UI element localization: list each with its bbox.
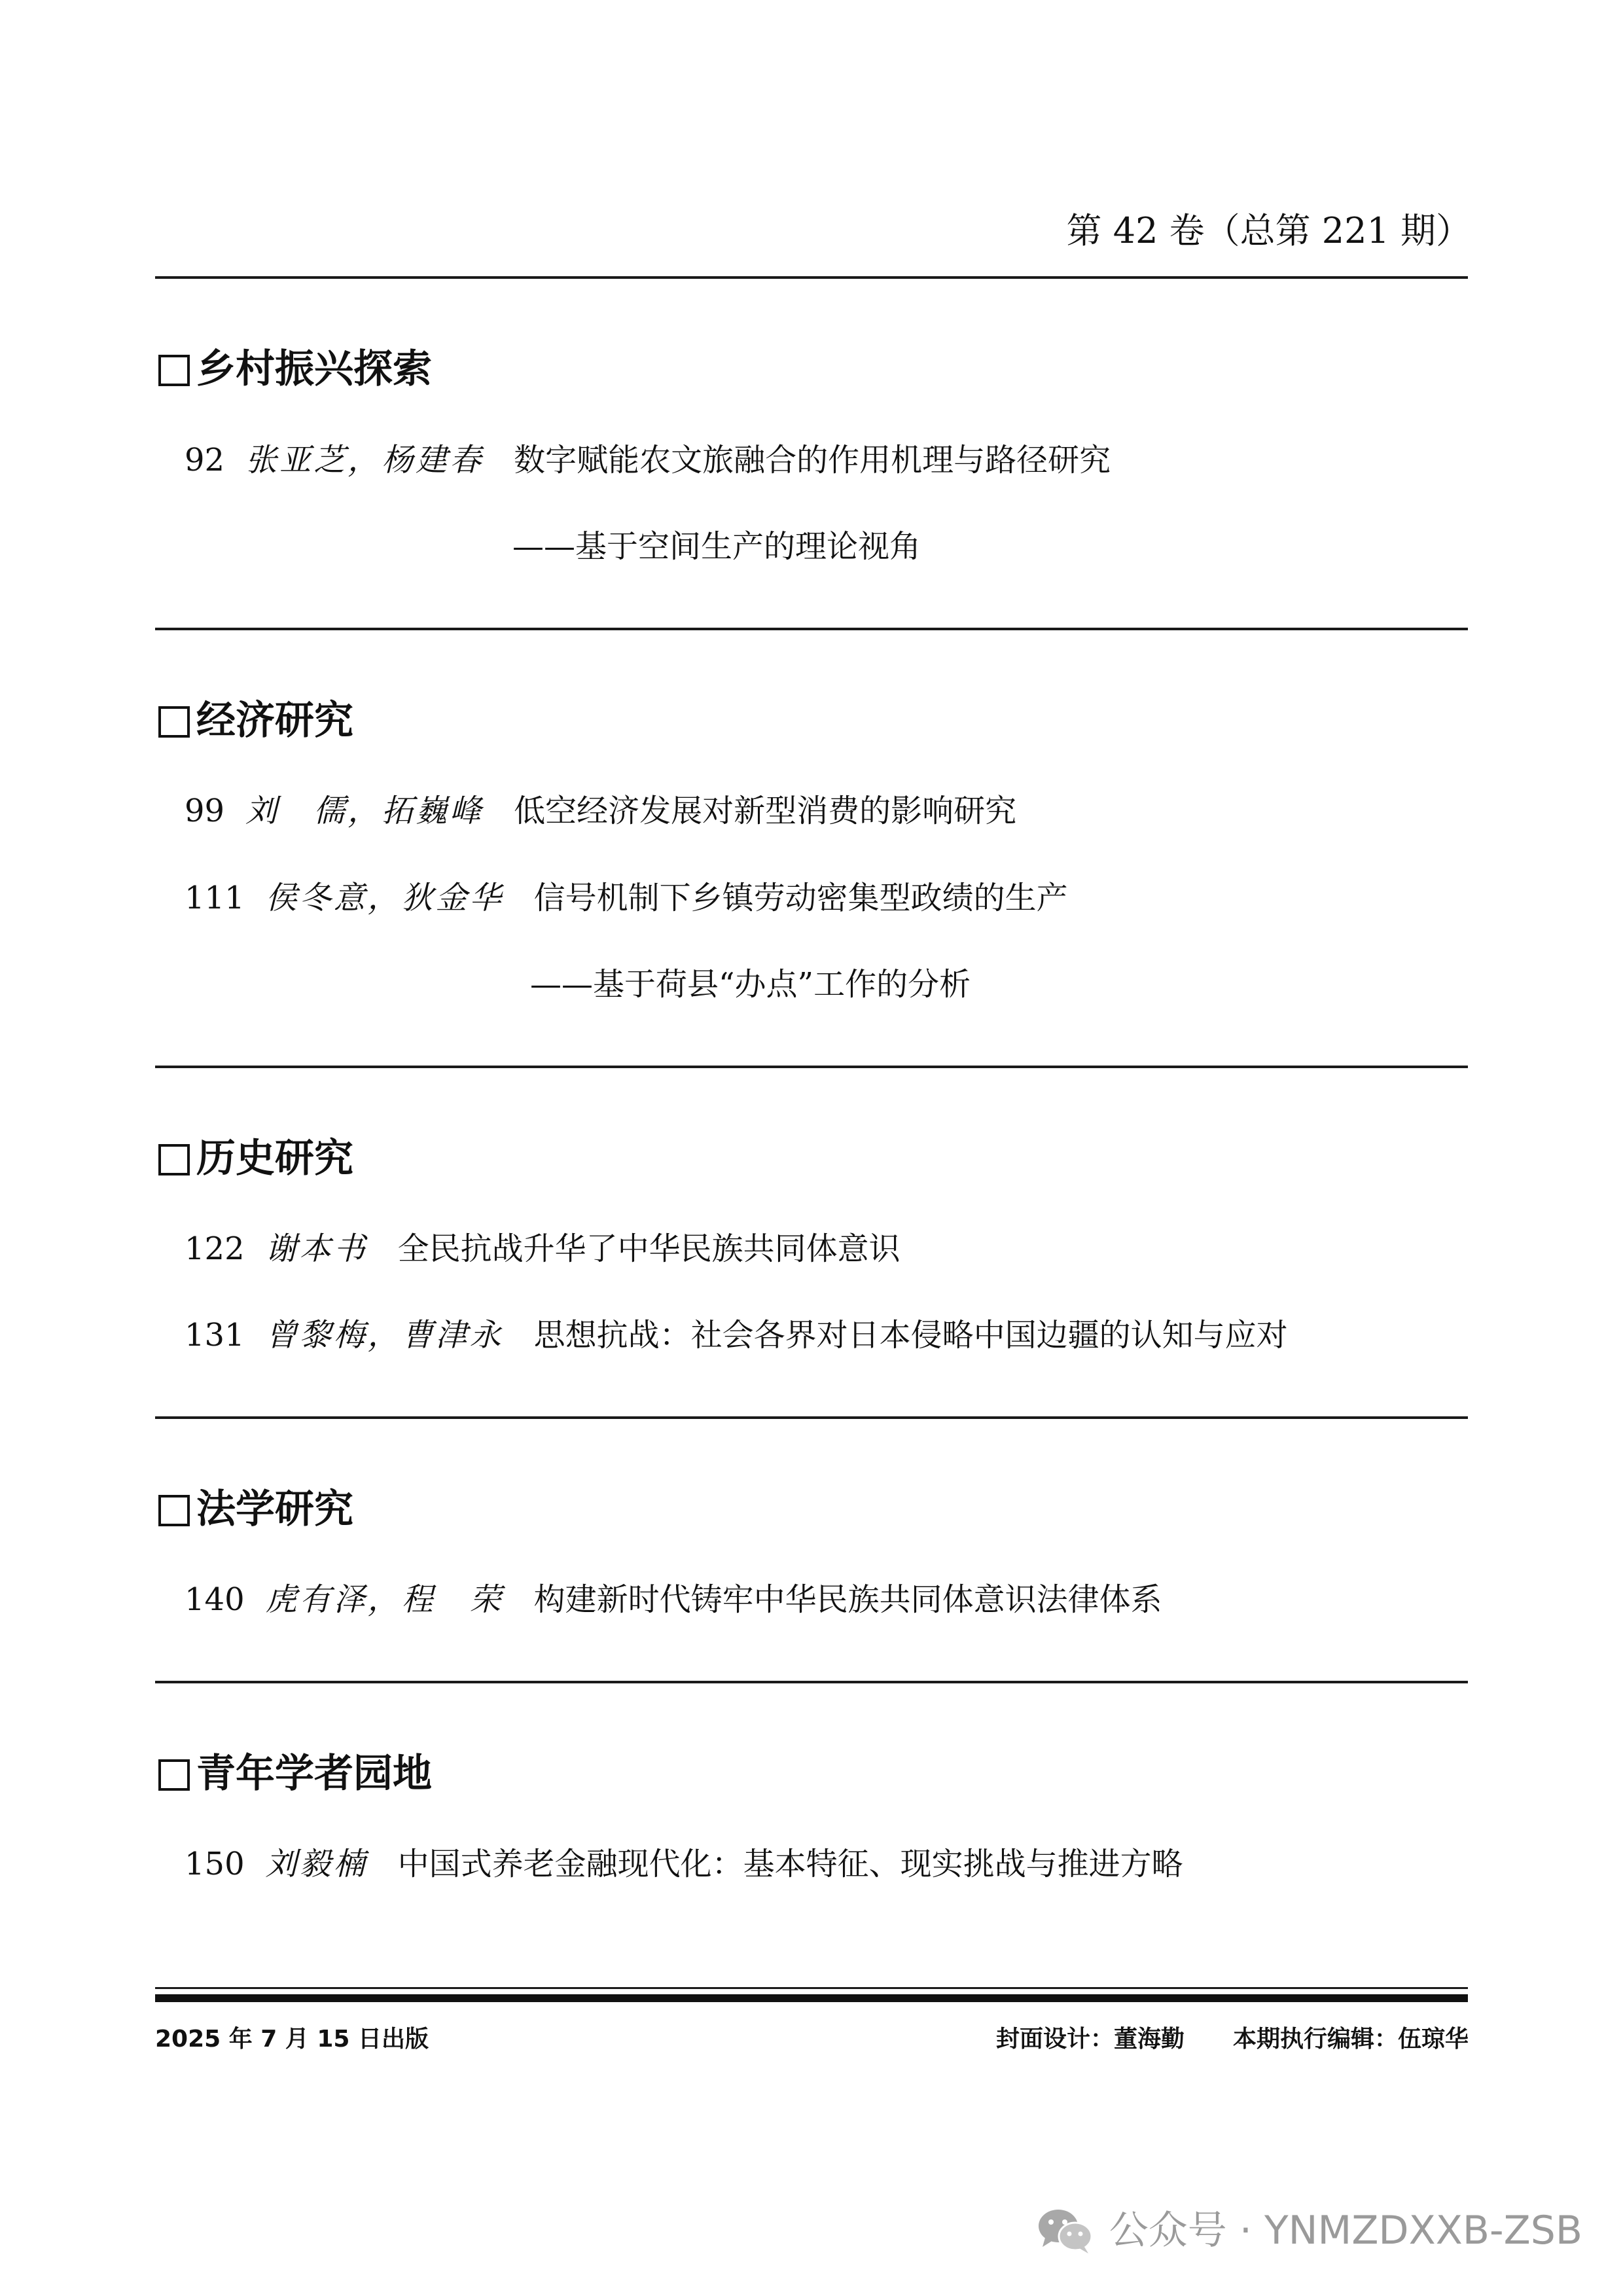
section-title: 法学研究 [196, 1486, 353, 1532]
toc-entry[interactable] [185, 439, 1111, 481]
toc-entry[interactable] [185, 1843, 1183, 1885]
toc-entry[interactable] [185, 1228, 901, 1270]
section-box-icon [158, 355, 190, 386]
footer-credits [996, 2024, 1469, 2055]
article-subtitle: ——基于荷县“办点”工作的分析 [530, 966, 971, 1003]
toc-entry[interactable] [185, 1579, 1162, 1621]
section-rule [155, 1066, 1468, 1068]
section-rural-revitalization [158, 343, 432, 395]
toc-entry[interactable] [185, 877, 1068, 919]
article-title: 构建新时代铸牢中华民族共同体意识法律体系 [533, 1581, 1162, 1618]
footer-rule-thick [155, 1994, 1468, 2002]
cover-design: 封面设计：董海勤 [995, 2026, 1185, 2053]
article-title: 信号机制下乡镇劳动密集型政绩的生产 [533, 880, 1068, 916]
section-history-research [158, 1132, 353, 1185]
toc-entry[interactable] [185, 1314, 1288, 1356]
article-title: 全民抗战升华了中华民族共同体意识 [397, 1230, 901, 1267]
article-title: 低空经济发展对新型消费的影响研究 [514, 793, 1017, 829]
section-rule [155, 628, 1468, 630]
section-young-scholars [158, 1748, 432, 1800]
page-number: 99 [185, 793, 225, 829]
section-box-icon [158, 1144, 190, 1175]
authors: 刘 儒，拓巍峰 [245, 793, 484, 829]
article-title: 思想抗战：社会各界对日本侵略中国边疆的认知与应对 [533, 1317, 1288, 1354]
section-economic-research [158, 694, 353, 747]
toc-entry[interactable] [185, 790, 1016, 832]
section-box-icon [158, 1759, 190, 1791]
section-title: 乡村振兴探索 [196, 346, 432, 392]
section-law-research [158, 1483, 353, 1535]
section-title: 青年学者园地 [196, 1751, 432, 1797]
watermark-text: 公众号 · YNMZDXXB-ZSB [1109, 2208, 1582, 2253]
section-title: 经济研究 [196, 698, 353, 744]
page-number: 140 [185, 1581, 245, 1618]
section-box-icon [158, 706, 190, 738]
publish-date: 2025 年 7 月 15 日出版 [155, 2026, 429, 2053]
page-number: 150 [185, 1846, 245, 1882]
authors: 侯冬意，狄金华 [265, 880, 504, 916]
page-number: 131 [185, 1317, 245, 1354]
authors: 曾黎梅，曹津永 [265, 1317, 504, 1354]
section-rule [155, 1681, 1468, 1683]
authors: 谢本书 [265, 1230, 368, 1267]
page-number: 122 [185, 1230, 245, 1267]
header-rule [155, 276, 1468, 279]
section-box-icon [158, 1495, 190, 1526]
page-number: 92 [185, 442, 225, 478]
article-title: 数字赋能农文旅融合的作用机理与路径研究 [514, 442, 1111, 478]
authors: 虎有泽，程 荣 [265, 1581, 504, 1618]
article-title: 中国式养老金融现代化：基本特征、现实挑战与推进方略 [397, 1846, 1183, 1882]
volume-issue: 第 42 卷（总第 221 期） [1066, 210, 1471, 251]
authors: 刘毅楠 [265, 1846, 368, 1882]
section-rule [155, 1416, 1468, 1419]
authors: 张亚芝，杨建春 [245, 442, 484, 478]
page-number: 111 [185, 880, 245, 916]
wechat-watermark [1036, 2204, 1582, 2257]
article-subtitle: ——基于空间生产的理论视角 [512, 528, 921, 565]
footer-rule-thin [155, 1987, 1468, 1989]
executive-editor: 本期执行编辑：伍琼华 [1232, 2026, 1469, 2053]
section-title: 历史研究 [196, 1136, 353, 1181]
wechat-icon [1036, 2206, 1095, 2255]
